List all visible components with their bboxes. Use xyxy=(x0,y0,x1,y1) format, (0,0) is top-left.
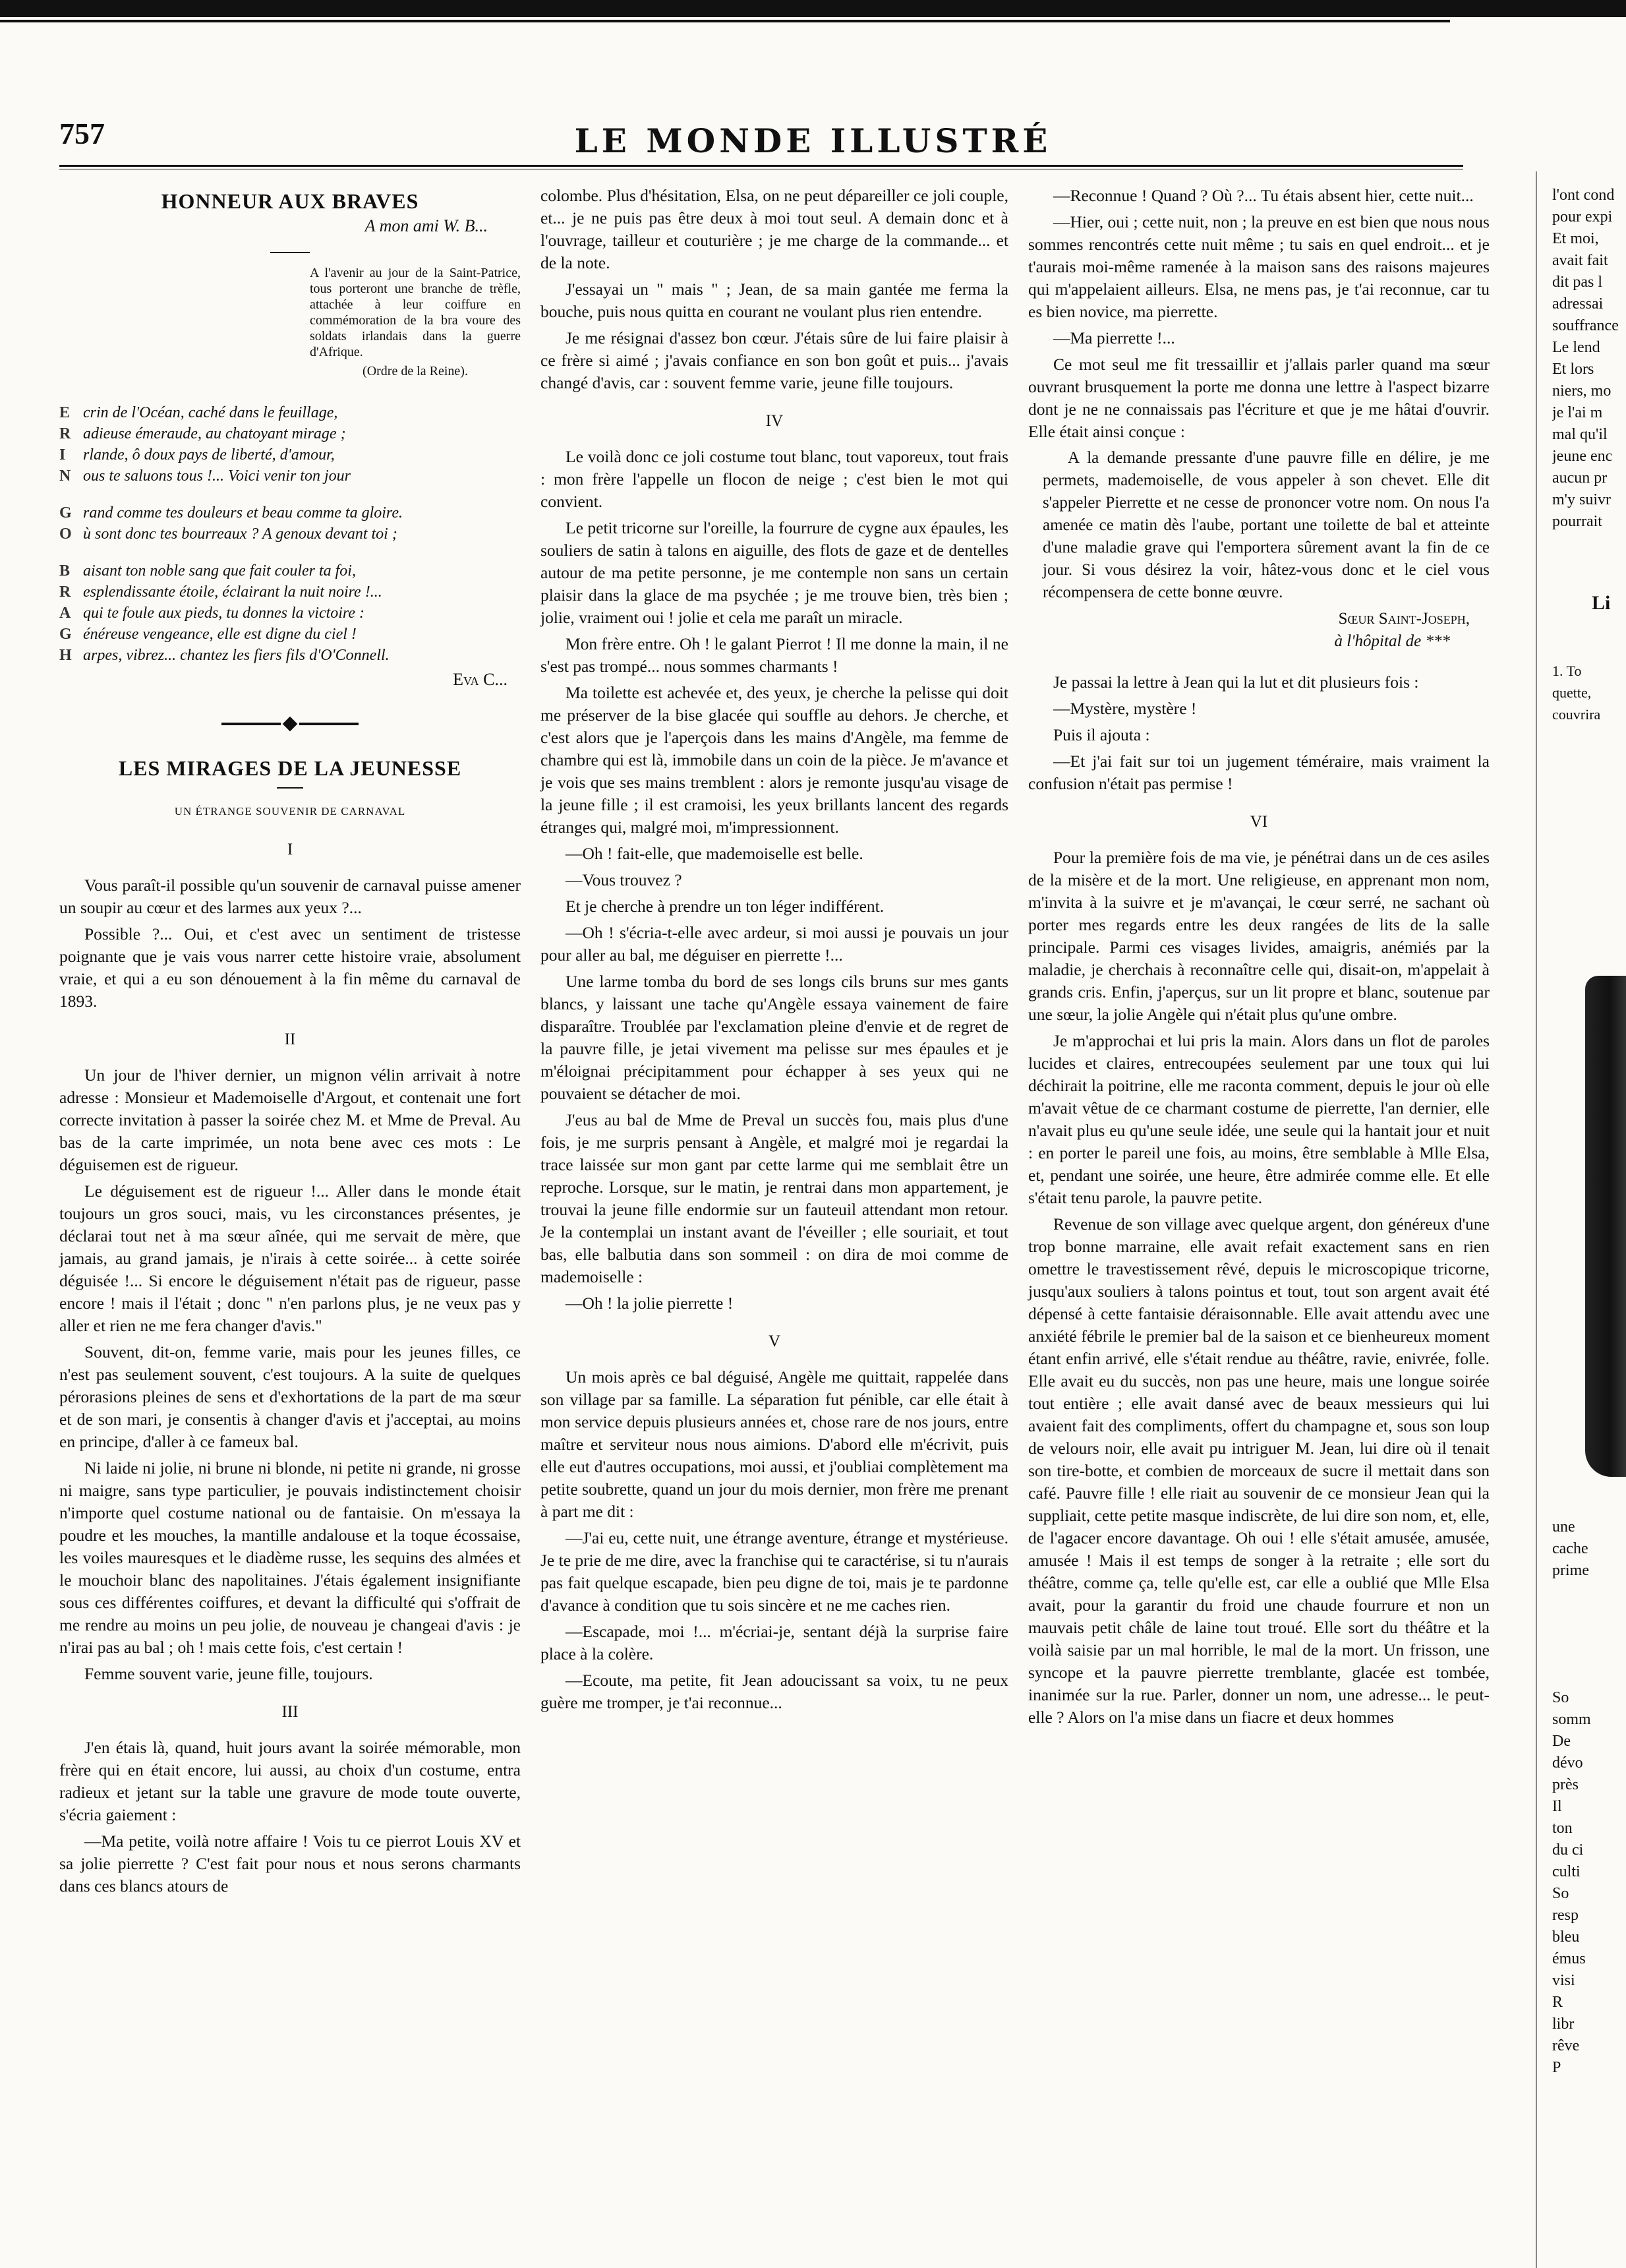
poem-line-text: adieuse émeraude, au chatoyant mirage ; xyxy=(83,425,346,442)
fragment-line: l'ont cond xyxy=(1552,187,1615,204)
paragraph: Revenue de son village avec quelque argent, don généreux d'une trop bonne marraine, elle avait refait exactement sans en rien omettre le travestissement rêvé, depuis le microscopique tricorne, jusqu'aux souliers à talons pointus et tout, tout son argent avait été dépensé à cette fantaisie déraisonnable. Elle avait attendu avec une anxiété fébrile le premier bal de la saison et ce bienheureux moment étant enfin arrivé, elle s'était rendue au théâtre, ravie, enivrée, folle. Elle avait eu du succès, non pas une heure, mais une longue soirée tout entière ; elle avait dansé avec de beaux messieurs qui lui avaient fait des compliments, offert du champagne et, sous son loup de velours noir, elle avait pu intriguer M. Jean, lui dire où il tenait son tire-botte, et combien de morceaux de sucre il mettait dans son café. Pauvre fille ! elle riait au souvenir de ce monsieur Jean qui la suppliait, cette petite masque indiscrète, de lui dire son nom, et, elle, de l'agacer encore davantage. Oh oui ! elle s'était amusée, amusée, amusée ! Mais il est temps de songer à la retraite ; elle sort du théâtre, comme ça, telle qu'elle est, car elle a oublié que Mlle Elsa avait, pour la garantir du froid une chaude fourrure et non un mauvais petit châle de laine tout troué. Elle sort du théâtre et la voilà saisie par un mal horrible, le mal de la mort. Un frisson, une syncope et la pauvre pierrette tremblante, glacée est tombée, inanimée sur la rue. Parler, donner un nom, une adresse... le peut-elle ? Alors on l'a mise dans un fiacre et deux hommes xyxy=(1028,1214,1490,1727)
dialogue-line: —Ma pierrette !... xyxy=(1053,328,1175,347)
fragment-line: du ci xyxy=(1552,1841,1584,1859)
paragraph: Le petit tricorne sur l'oreille, la fourrure de cygne aux épaules, les souliers de satin à talons en aiguille, des flots de gaze et de dentelles autour de ma petite personne, je me contemple non sans un certain plaisir dans la glace de ma psychée ; je me trouve bien, très bien ; jolie, vraiment oui ! jolie et cela me paraît un miracle. xyxy=(540,518,1008,627)
fragment-line: ton xyxy=(1552,1820,1573,1837)
divider xyxy=(270,252,310,253)
header-rule xyxy=(59,165,1463,167)
page-number: 757 xyxy=(59,117,105,150)
acrostic-letter: H xyxy=(59,647,72,664)
fragment-line: cache xyxy=(1552,1540,1588,1557)
paragraph: Pour la première fois de ma vie, je pénétrai dans un de ces asiles de la misère et de la mort. Une religieuse, en apprenant mon nom, m'invita à la suivre et je m'avançai, le cœur serré, ne sachant où porter mes regards entre les deux rangées de lits de la salle principale. Parmi ces visages livides, amaigris, anémiés par la maladie, je cherchais à reconnaître celle qui, disait-on, m'appelait à grands cris. Enfin, j'aperçus, sur un lit propre et blanc, soutenue par une sœur, la jolie Angèle qui n'était plus qu'une ombre. xyxy=(1028,848,1490,1024)
column-2 xyxy=(540,185,1008,1718)
paragraph: Ma toilette est achevée et, des yeux, je cherche la pelisse qui doit me préserver de la bise glacée qui souffle au dehors. Je cherche, et c'est alors que je l'aperçois dans les mains d'Angèle, ma femme de chambre qui est là, immobile dans un coin de la pièce. Je m'avance et je vois que ses mains tremblent : alors je remonte jusqu'au visage de la jeune fille ; il est cramoisi, les yeux brillants lancent des regards étranges qui, malgré moi, m'impressionnent. xyxy=(540,683,1008,837)
fragment-line: So xyxy=(1552,1885,1569,1902)
fragment-line: bleu xyxy=(1552,1928,1580,1946)
fragment-line: So xyxy=(1552,1689,1569,1706)
paragraph: Et je cherche à prendre un ton léger indifférent. xyxy=(566,897,885,916)
poem-line-text: aisant ton noble sang que fait couler ta foi, xyxy=(83,562,356,580)
fragment-line: m'y suivr xyxy=(1552,491,1611,508)
letter-place: à l'hôpital de *** xyxy=(1334,632,1450,650)
column-1 xyxy=(59,185,521,1901)
section-number: VI xyxy=(1250,813,1268,831)
divider xyxy=(277,787,303,789)
fragment-footnote: quette, xyxy=(1552,684,1592,701)
poem-line-text: rand comme tes douleurs et beau comme ta gloire. xyxy=(83,504,403,522)
poem-stanza xyxy=(59,560,521,666)
fragment-line: près xyxy=(1552,1776,1579,1793)
paragraph: Ni laide ni jolie, ni brune ni blonde, ni petite ni grande, ni grosse ni maigre, sans type particulier, je pouvais indistinctement choisir n'importe quel costume national ou de fantaisie. On m'essaya la poudre et les mouches, la mantille andalouse et la toque écossaise, les voiles mauresques et le diadème russe, les sequins des almées et le mouchoir blanc des napolitaines. J'étais également insignifiante sous ces différentes coiffures, et devant la difficulté qui s'offrait de me rendre au moins un peu jolie, de nouveau je changeai d'avis : je n'irai pas au bal ; oh ! mais cette fois, c'est certain ! xyxy=(59,1458,521,1657)
acrostic-letter: A xyxy=(59,605,71,622)
epigraph: A l'avenir au jour de la Saint-Patrice, tous porteront une branche de trèfle, attachée à leur coiffure en commémoration de la bra voure des soldats irlandais dans la guerre d'Afrique. xyxy=(310,266,521,359)
paragraph: Souvent, dit-on, femme varie, mais pour les jeunes filles, ce n'est pas seulement souvent, c'est toujours. A la suite de quelques pérorasions pleines de sens et d'exhortations de la part de ma sœur et de son mari, je consentis à changer d'avis et j'acceptai, au moins en principe, d'aller à ce fameux bal. xyxy=(59,1342,521,1451)
dialogue-line: —Vous trouvez ? xyxy=(566,870,682,889)
paragraph: colombe. Plus d'hésitation, Elsa, on ne peut dépareiller ce joli couple, et... je ne puis pas être deux à moi tout seul. A demain donc et à l'ouvrage, tailleur et couturière ; je me charge de la commande... et de la note. xyxy=(540,186,1008,272)
paragraph: J'eus au bal de Mme de Preval un succès fou, mais plus d'une fois, je me surpris pensant à Angèle, et malgré moi je regardai la trace laissée sur mon gant par cette larme qui me semblait être un reproche. Lorsque, sur le matin, je rentrai dans mon appartement, je trouvai la jeune fille endormie sur un fauteuil attendant mon retour. Je la contemplai un instant avant de l'éveiller ; elle souriait, et tout bas, elle balbutia dans son sommeil : on dira de moi comme de mademoiselle : xyxy=(540,1110,1008,1286)
page-fold-line xyxy=(1536,171,1537,2268)
fragment-line: dévo xyxy=(1552,1754,1583,1772)
top-border-thin xyxy=(0,20,1450,22)
letter-signature: Sœur Saint-Joseph, xyxy=(1338,610,1470,628)
acrostic-letter: N xyxy=(59,467,71,485)
fragment-line: visi xyxy=(1552,1972,1575,1989)
paragraph: Femme souvent varie, jeune fille, toujours. xyxy=(84,1664,373,1683)
poem-line xyxy=(59,582,521,603)
poem-line-text: énéreuse vengeance, elle est digne du ciel ! xyxy=(83,626,357,643)
section-number: II xyxy=(284,1030,296,1048)
paragraph: Puis il ajouta : xyxy=(1053,725,1150,744)
acrostic-letter: G xyxy=(59,626,72,643)
poem-line xyxy=(59,560,521,582)
poem-line xyxy=(59,444,521,465)
fragment-line: pourrait xyxy=(1552,513,1602,530)
paragraph: Je m'approchai et lui pris la main. Alors dans un flot de paroles lucides et claires, entrecoupées seulement par une toux qui lui déchirait la poitrine, elle me raconta comment, depuis le jour où elle m'avait vêtue de ce charmant costume de pierrette, l'an dernier, elle n'avait plus eu qu'une seule idée, une seule qui la hantait jour et nuit : en porter le pareil une fois, au moins, être semblable à Mlle Elsa, et, pendant une soirée, une heure, être admirée comme elle. Et elle s'était tenu parole, la pauvre petite. xyxy=(1028,1031,1490,1207)
fragment-line: jeune enc xyxy=(1552,448,1613,465)
poem-line xyxy=(59,423,521,444)
ornament-bar xyxy=(299,723,359,725)
acrostic-letter: O xyxy=(59,525,72,543)
masthead: LE MONDE ILLUSTRÉ xyxy=(574,121,1052,160)
fragment-line: resp xyxy=(1552,1907,1579,1924)
ornament-diamond xyxy=(283,717,298,732)
story-title: LES MIRAGES DE LA JEUNESSE xyxy=(118,756,462,780)
paragraph: Un jour de l'hiver dernier, un mignon vélin arrivait à notre adresse : Monsieur et Mademoiselle d'Argout, et contenait une fort correcte invitation à passer la soirée chez M. et Mme de Preval. Au bas de la carte imprimée, un nota bene avec ces mots : Le déguisemen est de rigueur. xyxy=(59,1065,521,1174)
poem-line xyxy=(59,402,521,423)
poem xyxy=(59,402,521,666)
poem-line-text: ù sont donc tes bourreaux ? A genoux devant toi ; xyxy=(83,525,397,543)
poem-line xyxy=(59,624,521,645)
paragraph: J'en étais là, quand, huit jours avant la soirée mémorable, mon frère qui en était encore, lui aussi, au choix d'un costume, entra radieux et jetant sur la table une gravure de mode toute ouverte, s'écria gaiement : xyxy=(59,1738,521,1824)
dialogue-line: —Oh ! fait-elle, que mademoiselle est belle. xyxy=(566,844,863,863)
acrostic-letter: R xyxy=(59,583,71,601)
dialogue-line: —Reconnue ! Quand ? Où ?... Tu étais absent hier, cette nuit... xyxy=(1053,186,1474,205)
fragment-line: somm xyxy=(1552,1711,1591,1728)
fragment-line: R xyxy=(1552,1994,1563,2011)
paragraph: Le voilà donc ce joli costume tout blanc, tout vaporeux, tout frais : mon frère l'appelle un flocon de neige ; c'est bien le mot qui convient. xyxy=(540,447,1008,511)
poem-line-text: qui te foule aux pieds, tu donnes la victoire : xyxy=(83,605,365,622)
poem-line-text: crin de l'Océan, caché dans le feuillage, xyxy=(83,404,338,421)
poem-signature: Eva C... xyxy=(453,670,508,689)
poem-line xyxy=(59,645,521,666)
section-number: III xyxy=(281,1703,299,1721)
paragraph: J'essayai un " mais " ; Jean, de sa main gantée me ferma la bouche, puis nous quitta en courant ne voulant plus rien entendre. xyxy=(540,280,1008,321)
fragment-line: aucun pr xyxy=(1552,469,1608,487)
fragment-line: niers, mo xyxy=(1552,382,1611,400)
section-number: IV xyxy=(765,412,784,430)
ornament-bar xyxy=(221,723,281,725)
fragment-line: P xyxy=(1552,2059,1561,2076)
dialogue-line: —Oh ! la jolie pierrette ! xyxy=(566,1294,734,1313)
epigraph-source: (Ordre de la Reine). xyxy=(363,364,468,378)
paragraph: Ce mot seul me fit tressaillir et j'allais parler quand ma sœur ouvrant brusquement la porte me donna une lettre à l'aspect bizarre dont je ne ne connaissais pas l'écriture et que je me hâtai d'ouvrir. Elle était ainsi conçue : xyxy=(1028,355,1490,441)
paragraph: Possible ?... Oui, et c'est avec un sentiment de tristesse poignante que je vais vous narrer cette histoire vraie, absolument vraie, et qui a eu son dénouement à la fin même du carnaval de 1893. xyxy=(59,924,521,1011)
fragment-line: dit pas l xyxy=(1552,274,1602,291)
fragment-line: rêve xyxy=(1552,2037,1580,2054)
paragraph: Une larme tomba du bord de ses longs cils bruns sur mes gants blancs, y laissant une tache qu'Angèle essaya vainement de faire disparaître. Troublée par l'exclamation pleine d'envie et de regret de la pauvre fille, je jetai vivement ma pelisse sur mes épaules et je m'éloignai précipitamment pour échapper à ses yeux qui ne pouvaient se détacher de moi. xyxy=(540,972,1008,1103)
fragment-line: prime xyxy=(1552,1562,1589,1579)
fragment-line: souffrance xyxy=(1552,317,1619,334)
letter-block xyxy=(1028,447,1490,604)
fragment-line: Le lend xyxy=(1552,339,1600,356)
ornament-divider xyxy=(59,719,521,729)
poem-line-text: esplendissante étoile, éclairant la nuit noire !... xyxy=(83,583,382,601)
paragraph: —Ma petite, voilà notre affaire ! Vois tu ce pierrot Louis XV et sa jolie pierrette ? C'est fait pour nous et nous serons charmants dans ces blancs atours de xyxy=(59,1832,521,1895)
fragment-footnote: couvrira xyxy=(1552,706,1601,723)
illustration-fragment xyxy=(1585,976,1626,1477)
story-subtitle: UN ÉTRANGE SOUVENIR DE CARNAVAL xyxy=(174,805,406,818)
poem-title: HONNEUR AUX BRAVES xyxy=(161,189,419,213)
fragment-footnote: 1. To xyxy=(1552,663,1582,679)
acrostic-letter: B xyxy=(59,562,71,580)
fragment-line: culti xyxy=(1552,1863,1581,1880)
paragraph: Un mois après ce bal déguisé, Angèle me quittait, rappelée dans son village par sa famille. La séparation fut pénible, car elle était à mon service depuis plusieurs années et, chose rare de nos jours, entre maître et serviteur nous nous aimions. D'abord elle m'écrivit, puis elle eut d'autres occupations, moi aussi, et j'oubliai complètement ma petite soubrette, quand un jour du mois dernier, mon frère me prenant à part me dit : xyxy=(540,1367,1008,1521)
letter-text: A la demande pressante d'une pauvre fille en délire, je me permets, mademoiselle, de vous appeler à son chevet. Elle dit s'appeler Pierrette et ne cesse de prononcer votre nom. On nous l'a amenée ce matin dès l'aube, portant une toilette de bal et atteinte d'une maladie grave qui l'emportera sûrement avant la fin de ce jour. Si vous désirez la voir, hâtez-vous donc et le ciel vous récompensera de cette bonne œuvre. xyxy=(1043,449,1490,601)
acrostic-letter: E xyxy=(59,404,71,421)
dialogue-line: —Ecoute, ma petite, fit Jean adoucissant sa voix, tu ne peux guère me tromper, je t'ai reconnue... xyxy=(540,1671,1008,1712)
poem-line xyxy=(59,523,521,545)
poem-line-text: arpes, vibrez... chantez les fiers fils d'O'Connell. xyxy=(83,647,390,664)
fragment-line: avait fait xyxy=(1552,252,1608,269)
fragment-line: Et lors xyxy=(1552,361,1594,378)
poem-line xyxy=(59,603,521,624)
fragment-heading: Li xyxy=(1592,592,1611,614)
poem-stanza xyxy=(59,402,521,487)
fragment-line: émus xyxy=(1552,1950,1586,1967)
paragraph: Vous paraît-il possible qu'un souvenir de carnaval puisse amener un soupir au cœur et des larmes aux yeux ?... xyxy=(59,876,521,917)
dialogue-line: —Et j'ai fait sur toi un jugement téméraire, mais vraiment la confusion n'était pas permise ! xyxy=(1028,752,1490,793)
paragraph: Je me résignai d'assez bon cœur. J'étais sûre de lui faire plaisir à ce frère si aimé ; j'avais confiance en son bon goût et puis... j'avais changé d'avis, car : souvent femme varie, jeune fille toujours. xyxy=(540,328,1008,392)
poem-line xyxy=(59,465,521,487)
dialogue-line: —Oh ! s'écria-t-elle avec ardeur, si moi aussi je pouvais un jour pour aller au bal, me déguiser en pierrette !... xyxy=(540,923,1008,965)
fragment-line: adressai xyxy=(1552,295,1604,313)
dialogue-line: —J'ai eu, cette nuit, une étrange aventure, étrange et mystérieuse. Je te prie de me dire, avec la franchise qui te caractérise, si tu n'aurais pas fait quelque escapade, bien peu digne de toi, mais je te pardonne d'avance à condition que tu sois sincère et ne me caches rien. xyxy=(540,1528,1008,1615)
fragment-line: libr xyxy=(1552,2015,1575,2033)
paragraph: Mon frère entre. Oh ! le galant Pierrot ! Il me donne la main, il ne s'est pas trompé... nous sommes charmants ! xyxy=(540,634,1008,676)
fragment-line: De xyxy=(1552,1733,1571,1750)
dialogue-line: —Mystère, mystère ! xyxy=(1053,699,1197,718)
acrostic-letter: G xyxy=(59,504,72,522)
poem-stanza xyxy=(59,502,521,545)
paragraph: Je passai la lettre à Jean qui la lut et dit plusieurs fois : xyxy=(1053,672,1419,692)
fragment-line: une xyxy=(1552,1518,1575,1536)
section-number: V xyxy=(768,1332,781,1350)
poem-line-text: rlande, ô doux pays de liberté, d'amour, xyxy=(83,446,335,463)
dialogue-line: —Hier, oui ; cette nuit, non ; la preuve en est bien que nous nous sommes rencontrés cette nuit même ; tu sais en quel endroit... et je t'aurais moi-même ramenée à la maison sans des raisons majeures qui m'appelaient ailleurs. Elsa, ne mens pas, je t'ai reconnue, car tu es bien novice, ma pierrette. xyxy=(1028,212,1490,321)
fragment-line: Il xyxy=(1552,1798,1562,1815)
fragment-line: mal qu'il xyxy=(1552,426,1608,443)
top-border xyxy=(0,0,1626,17)
acrostic-letter: I xyxy=(59,446,66,463)
dialogue-line: —Escapade, moi !... m'écriai-je, sentant déjà la surprise faire place à la colère. xyxy=(540,1622,1008,1663)
poem-line xyxy=(59,502,521,523)
poem-dedication: A mon ami W. B... xyxy=(364,216,488,235)
paragraph: Le déguisement est de rigueur !... Aller dans le monde était toujours un gros souci, mais, vu les circonstances présentes, je déclarai tout net à ma sœur aînée, qui me servait de mère, que jamais, au grand jamais, je n'irais à cette soirée... à cette soirée déguisée !... Si encore le déguisement n'était pas de rigueur, passe encore ! mais il l'était ; donc " n'en parlons plus, je ne veux pas y aller et rien ne me fera changer d'avis." xyxy=(59,1181,521,1335)
poem-line-text: ous te saluons tous !... Voici venir ton jour xyxy=(83,467,351,485)
column-3 xyxy=(1028,185,1490,1733)
section-number: I xyxy=(287,841,293,858)
acrostic-letter: R xyxy=(59,425,71,442)
fragment-line: Et moi, xyxy=(1552,230,1599,247)
fragment-line: je l'ai m xyxy=(1552,404,1603,421)
fragment-line: pour expi xyxy=(1552,208,1613,225)
